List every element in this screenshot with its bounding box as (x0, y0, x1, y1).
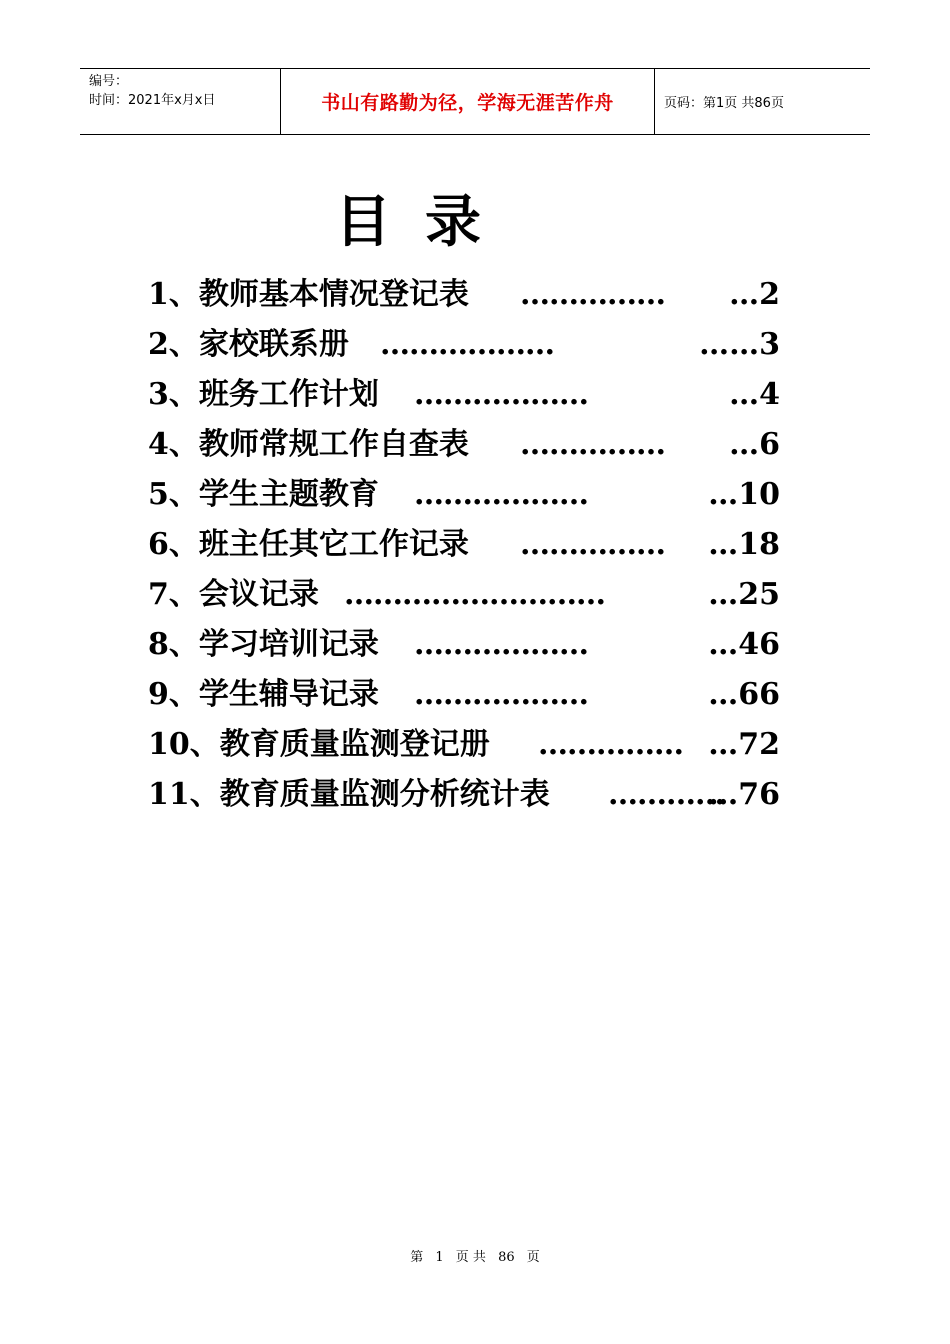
toc-item-page: …6 (729, 427, 780, 462)
toc-item-page: …66 (708, 677, 780, 712)
toc-item-label: 3、班务工作计划 (148, 377, 379, 412)
toc-item[interactable] (148, 620, 780, 670)
toc-item[interactable] (148, 320, 780, 370)
header-page-info: 页码：第1页 共86页 (664, 96, 784, 111)
toc-item[interactable] (148, 420, 780, 470)
toc-item-label: 11、教育质量监测分析统计表 (148, 777, 550, 812)
toc-item-label: 7、会议记录 (148, 577, 319, 612)
toc-item-label: 8、学习培训记录 (148, 627, 379, 662)
toc-item-label: 2、家校联系册 (148, 327, 349, 362)
page-footer (0, 1246, 950, 1265)
toc-item-label: 1、教师基本情况登记表 (148, 277, 469, 312)
toc-item-page: …72 (708, 727, 780, 762)
toc-item-page: …25 (708, 577, 780, 612)
toc-item-page: …46 (708, 627, 780, 662)
toc-item-leader: ………… (608, 777, 724, 812)
footer-mid: 页 共 (455, 1250, 486, 1265)
toc-item-leader: ……………… (380, 327, 554, 362)
toc-item-label: 6、班主任其它工作记录 (148, 527, 469, 562)
toc-item[interactable] (148, 720, 780, 770)
toc-item[interactable] (148, 770, 780, 820)
toc-item[interactable] (148, 670, 780, 720)
toc-item-label: 10、教育质量监测登记册 (148, 727, 490, 762)
toc-item-leader: ……………… (414, 627, 588, 662)
toc-item-label: 4、教师常规工作自查表 (148, 427, 469, 462)
toc-item-leader: ……………… (414, 477, 588, 512)
footer-total-pages: 86 (498, 1250, 515, 1265)
toc-item-page: …10 (708, 477, 780, 512)
toc-item-page: …2 (729, 277, 780, 312)
header-time-label: 时间：2021年x月x日 (89, 93, 216, 108)
toc-item-leader: …………… (520, 527, 665, 562)
header-meta (80, 69, 281, 134)
toc-item-page: ……3 (699, 327, 780, 362)
page-title: 目录 (335, 189, 515, 255)
toc-item[interactable] (148, 520, 780, 570)
toc-item-page: …76 (708, 777, 780, 812)
header-motto: 书山有路勤为径，学海无涯苦作舟 (281, 69, 655, 134)
table-of-contents (148, 270, 780, 820)
toc-item-leader: …………… (520, 427, 665, 462)
toc-item-leader: ……………… (414, 677, 588, 712)
toc-item[interactable] (148, 370, 780, 420)
footer-current-page: 1 (435, 1250, 444, 1265)
toc-item-page: …4 (729, 377, 780, 412)
toc-item-page: …18 (708, 527, 780, 562)
page-header (80, 68, 870, 135)
toc-item-label: 5、学生主题教育 (148, 477, 379, 512)
footer-suffix: 页 (526, 1250, 540, 1265)
toc-item-leader: ……………………… (344, 577, 605, 612)
header-number-label: 编号： (89, 74, 129, 89)
toc-item[interactable] (148, 470, 780, 520)
toc-item[interactable] (148, 270, 780, 320)
toc-item-leader: ……………… (414, 377, 588, 412)
toc-item-leader: …………… (520, 277, 665, 312)
toc-item-leader: …………… (538, 727, 683, 762)
toc-item[interactable] (148, 570, 780, 620)
toc-item-label: 9、学生辅导记录 (148, 677, 379, 712)
footer-prefix: 第 (410, 1250, 424, 1265)
